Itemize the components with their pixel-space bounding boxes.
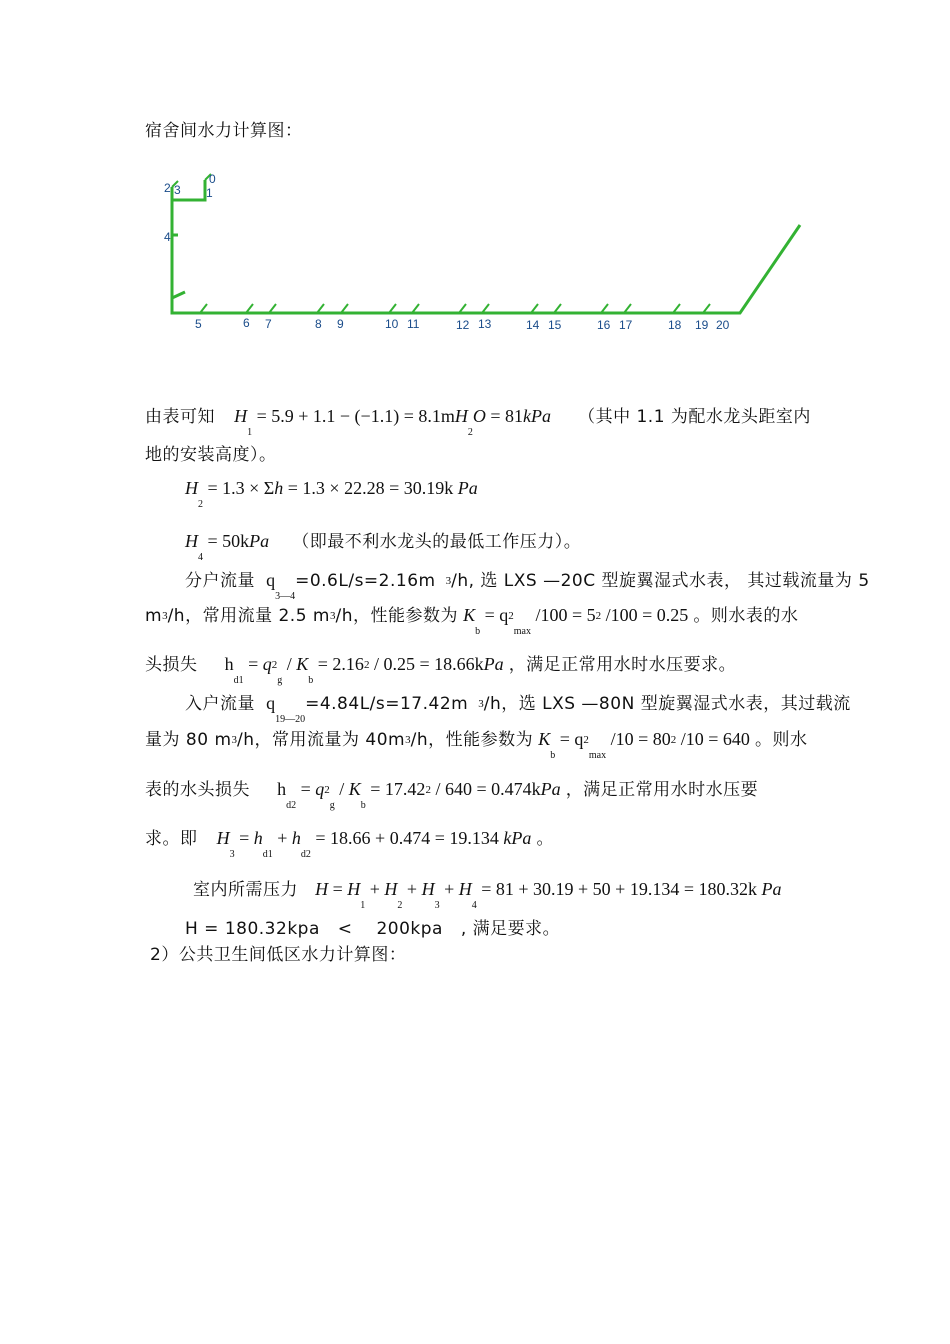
para-meter1-line1: 分户流量 $q_{3—4}=0.6L/s=2.16m$ 3/h, 选 LXS —20C 型旋翼湿式水表， 其过载流量为 5 <box>185 570 870 602</box>
p4-l2d: 。则水表的水 <box>693 606 799 626</box>
formula-h2: $H_2 = 1.3 \times \Sigma h = 1.3 \times 22.28 = 30.19k$ Pa <box>185 478 478 510</box>
para-meter2-line3 <box>145 775 759 811</box>
formula-total: $H = H_1 + H_2 + H_3 + H_4 = 81 + 30.19 + 50 + 19.134 = 180.32k$ Pa <box>315 879 782 911</box>
label-20: 20 <box>716 318 730 332</box>
para-h1-tail: （其中 1.1 为配水龙头距室内 <box>578 407 811 427</box>
label-19: 19 <box>695 318 709 332</box>
para-total <box>193 875 782 911</box>
p4-l1b: =0.6L/s=2.16m <box>295 571 436 591</box>
p5-l4b: 。 <box>536 829 554 849</box>
formula-hd1: $h_{d1} = q2_g / K_b = 2.162 / 0.25 = 18.66kPa$ <box>224 654 504 686</box>
p5-l1b: =4.84L/s=17.42m <box>305 694 469 714</box>
p5-l3b: ，满足正常用水时水压要 <box>565 780 759 800</box>
formula-h3: $H_3 = h_{d1} + h_{d2} = 18.66 + 0.474 = 19.134$ kPa <box>216 828 532 860</box>
formula-h1: $H_1 = 5.9 + 1.1 - (-1.1) = 8.1mH_2O = 81kPa$ <box>234 406 551 438</box>
label-11: 11 <box>407 317 420 331</box>
label-13: 13 <box>478 317 492 331</box>
para-h4-tail: （即最不利水龙头的最低工作压力）。 <box>292 532 582 552</box>
p5-l3a: 表的水头损失 <box>145 780 250 800</box>
p7-b: < <box>337 919 353 939</box>
para-h4 <box>185 527 582 563</box>
para-h1 <box>145 402 811 438</box>
p7-a: H = 180.32kpa <box>185 919 320 939</box>
para-meter1-line3 <box>145 650 737 686</box>
p5-l4a: 求。即 <box>145 829 198 849</box>
label-1: 1 <box>206 186 213 200</box>
para-meter2-line4 <box>145 824 554 860</box>
p7-d: , 满足要求。 <box>460 919 561 939</box>
label-0: 0 <box>209 172 216 186</box>
p5-l1c: /h，选 LXS —80N 型旋翼湿式水表，其过载流 <box>483 694 851 714</box>
p7-c: 200kpa <box>376 919 443 939</box>
heading: 宿舍间水力计算图： <box>145 121 303 141</box>
p4-l3a: 头损失 <box>145 655 198 675</box>
q-sub: $q_{3—4}$ <box>266 570 296 602</box>
label-15: 15 <box>548 318 562 332</box>
section-heading-2: 2）公共卫生间低区水力计算图： <box>150 945 407 965</box>
p5-l2a: 量为 80 m <box>145 730 232 750</box>
p5-l2d: 。则水 <box>755 730 808 750</box>
p4-l2a: m <box>145 606 163 626</box>
label-6: 6 <box>243 316 250 330</box>
label-7: 7 <box>265 317 272 331</box>
label-18: 18 <box>668 318 682 332</box>
label-14: 14 <box>526 318 540 332</box>
para-check <box>185 914 560 939</box>
formula-kb2: $K_b = q2_{max}$ /10 = 802 /10 = 640 <box>538 729 750 761</box>
label-12: 12 <box>456 318 470 332</box>
p4-l1a: 分户流量 <box>185 571 255 591</box>
p4-l2b: /h，常用流量 2.5 m <box>167 606 330 626</box>
label-4: 4 <box>164 230 171 244</box>
para-meter2-line1: 入户流量 $q_{19—20}=4.84L/s=17.42m$ 3/h，选 LXS —80N 型旋翼湿式水表，其过载流 <box>185 693 851 725</box>
p4-l1c: /h, 选 LXS —20C 型旋翼湿式水表， 其过载流量为 5 <box>451 571 870 591</box>
label-16: 16 <box>597 318 611 332</box>
label-3: 3 <box>174 183 181 197</box>
para-meter1-line2: m3/h，常用流量 2.5 m3/h，性能参数为 $K_b = q2_{max}$ /100 = 52 /100 = 0.25 。则水表的水 <box>145 605 799 637</box>
p4-l2c: /h，性能参数为 <box>335 606 458 626</box>
para-h1-cont: 地的安装高度）。 <box>145 445 277 465</box>
label-5: 5 <box>195 317 202 331</box>
p6-lead: 室内所需压力 <box>193 880 298 900</box>
para-h1-lead: 由表可知 <box>145 407 215 427</box>
hydraulic-diagram <box>150 165 820 340</box>
p5-l2b: /h，常用流量为 40m <box>237 730 406 750</box>
p5-l1a: 入户流量 <box>185 694 255 714</box>
label-8: 8 <box>315 317 322 331</box>
para-meter2-line2: 量为 80 m3/h，常用流量为 40m3/h，性能参数为 $K_b = q2_{max}$ /10 = 802 /10 = 640 。则水 <box>145 729 808 761</box>
formula-h4: $H_4 = 50kPa$ <box>185 531 270 563</box>
p4-l3b: ，满足正常用水时水压要求。 <box>508 655 737 675</box>
label-9: 9 <box>337 317 344 331</box>
fixture-branches <box>172 174 710 313</box>
p5-l2c: /h，性能参数为 <box>410 730 534 750</box>
formula-hd2: $h_{d2} = q2_g / K_b = 17.422 / 640 = 0.474kPa$ <box>277 779 561 811</box>
label-10: 10 <box>385 317 399 331</box>
label-17: 17 <box>619 318 633 332</box>
pipe-network <box>172 180 800 313</box>
label-2: 2 <box>164 181 171 195</box>
formula-kb1: $K_b = q2_{max}$ /100 = 52 /100 = 0.25 <box>463 605 689 637</box>
q-sub-2: $q_{19—20}$ <box>266 693 306 725</box>
